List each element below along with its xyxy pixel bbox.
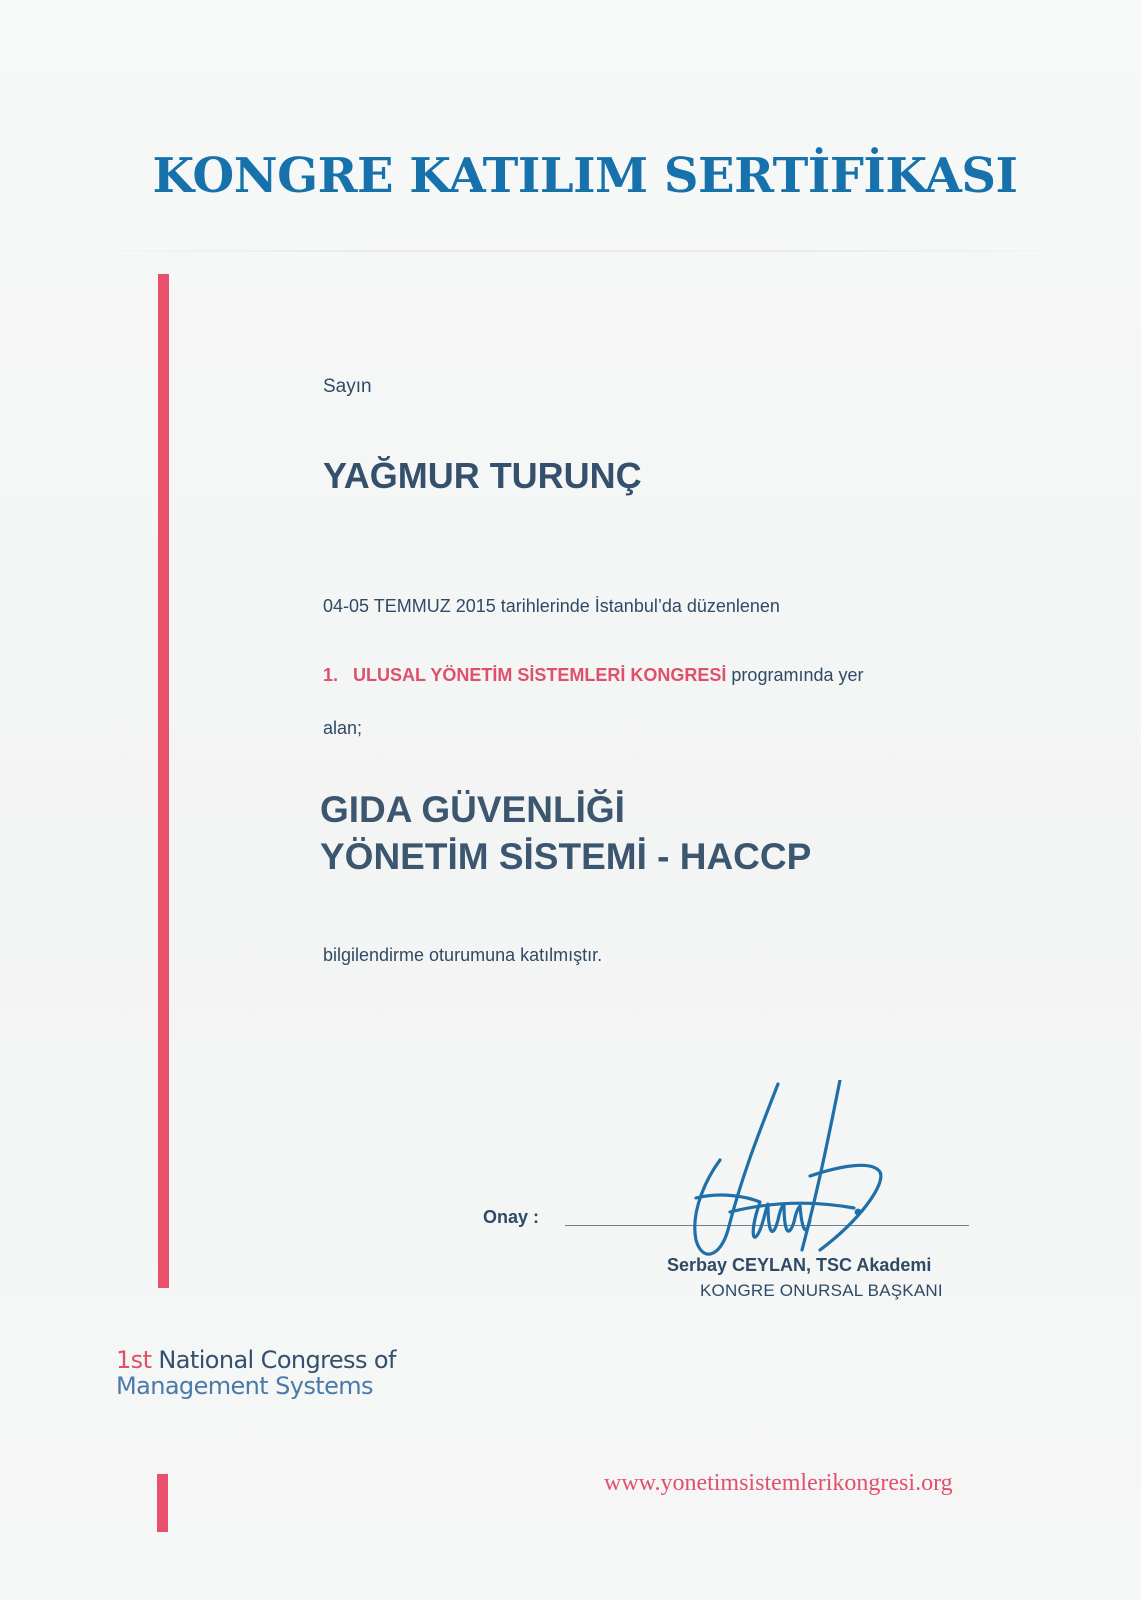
session-title-line1: GIDA GÜVENLİĞİ (320, 789, 625, 830)
handwritten-signature (690, 1080, 910, 1270)
signer-name: Serbay CEYLAN, TSC Akademi (667, 1255, 932, 1275)
paper-fold-line (60, 250, 1101, 252)
approval-label: Onay : (483, 1207, 540, 1227)
logo-ordinal: 1st (116, 1346, 152, 1374)
logo-line1 (116, 1347, 396, 1373)
session-title (320, 786, 811, 880)
footer-accent-bar (157, 1474, 168, 1532)
congress-logo (116, 1347, 396, 1399)
logo-line1-text: National Congress of (158, 1346, 396, 1374)
recipient-name: YAĞMUR TURUNÇ (323, 455, 642, 496)
signer-role: KONGRE ONURSAL BAŞKANI (700, 1281, 943, 1300)
website-url: www.yonetimsistemlerikongresi.org (604, 1470, 953, 1496)
event-date-line: 04-05 TEMMUZ 2015 tarihlerinde İstanbul’da düzenlenen (323, 596, 780, 616)
left-accent-bar (158, 274, 169, 1288)
congress-suffix-continued: alan; (323, 718, 363, 738)
congress-name: ULUSAL YÖNETİM SİSTEMLERİ KONGRESİ (353, 665, 727, 685)
session-title-line2: YÖNETİM SİSTEMİ - HACCP (320, 836, 812, 877)
certificate-title: KONGRE KATILIM SERTİFİKASI (152, 148, 1018, 204)
salutation: Sayın (323, 376, 372, 397)
congress-line (323, 665, 864, 686)
congress-suffix: programında yer (731, 665, 864, 685)
congress-number: 1. (323, 665, 339, 685)
logo-line2: Management Systems (116, 1372, 373, 1400)
attendance-statement: bilgilendirme oturumuna katılmıştır. (323, 945, 603, 965)
